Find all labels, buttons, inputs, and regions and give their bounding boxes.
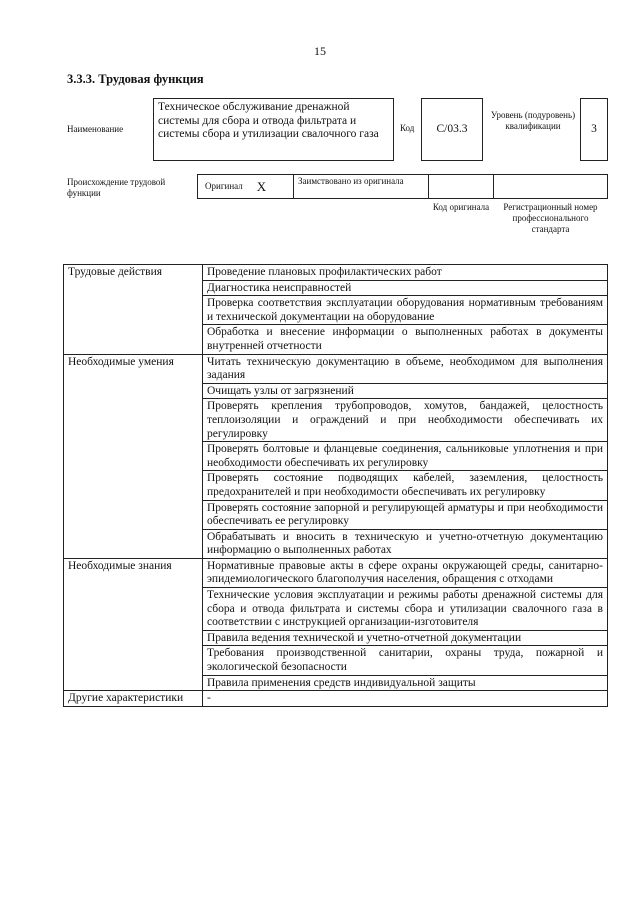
level-box bbox=[580, 98, 608, 161]
item-cell: Проверять состояние запорной и регулирующей арматуры и при необходимости обеспечивать ее регулировку bbox=[203, 500, 608, 529]
item-cell: Технические условия эксплуатации и режимы работы дренажной системы для сбора и отвода фильтрата и системы сбора и утилизации свалочного газа в соответствии с инструкцией организации-изготовителя bbox=[203, 588, 608, 631]
code-value: C/03.3 bbox=[436, 122, 468, 135]
original-mark: X bbox=[256, 179, 267, 194]
item-cell: Читать техническую документацию в объеме, необходимом для выполнения задания bbox=[203, 354, 608, 383]
category-cell: Необходимые знания bbox=[64, 558, 203, 690]
section-title: 3.3.3. Трудовая функция bbox=[67, 72, 204, 86]
item-cell: Проведение плановых профилактических работ bbox=[203, 265, 608, 281]
item-cell: Проверять крепления трубопроводов, хомутов, бандажей, целостность теплоизоляции и ограждений и при необходимости обеспечивать их регулировку bbox=[203, 399, 608, 442]
category-cell: Трудовые действия bbox=[64, 265, 203, 355]
item-cell: Обработка и внесение информации о выполненных работах в документы внутренней отчетности bbox=[203, 325, 608, 354]
table-row bbox=[64, 265, 608, 281]
original-code-cell bbox=[428, 174, 494, 199]
table-row bbox=[64, 558, 608, 587]
page-number: 15 bbox=[314, 44, 326, 58]
level-value: 3 bbox=[591, 122, 597, 135]
original-cell bbox=[197, 174, 294, 199]
category-cell: Другие характеристики bbox=[64, 691, 203, 707]
item-cell: Проверять состояние подводящих кабелей, заземления, целостность предохранителей и при необходимости обеспечивать их регулировку bbox=[203, 471, 608, 500]
function-details-table bbox=[63, 264, 608, 707]
category-cell: Необходимые умения bbox=[64, 354, 203, 558]
function-name-box bbox=[153, 98, 394, 161]
item-cell: Правила ведения технической и учетно-отчетной документации bbox=[203, 630, 608, 646]
item-cell: - bbox=[203, 691, 608, 707]
code-box bbox=[421, 98, 483, 161]
item-cell: Требования производственной санитарии, охраны труда, пожарной и экологической безопасности bbox=[203, 646, 608, 675]
item-cell: Обрабатывать и вносить в техническую и учетно-отчетную документацию информацию о выполненных работах bbox=[203, 529, 608, 558]
function-name-value: Техническое обслуживание дренажной системы для сбора и отвода фильтрата и системы сбора и утилизации свалочного газа bbox=[158, 101, 379, 140]
item-cell: Проверять болтовые и фланцевые соединения, сальниковые уплотнения и при необходимости обеспечивать их регулировку bbox=[203, 442, 608, 471]
item-cell: Нормативные правовые акты в сфере охраны окружающей среды, санитарно-эпидемиологического благополучия населения, обращения с отходами bbox=[203, 558, 608, 587]
registration-number-cell bbox=[493, 174, 608, 199]
table-row bbox=[64, 691, 608, 707]
table-row bbox=[64, 354, 608, 383]
borrowed-label: Заимствовано из оригинала bbox=[298, 176, 404, 186]
code-label: Код bbox=[400, 123, 415, 133]
name-label: Наименование bbox=[67, 124, 124, 134]
item-cell: Правила применения средств индивидуальной защиты bbox=[203, 675, 608, 691]
origin-label: Происхождение трудовой функции bbox=[67, 177, 166, 198]
item-cell: Проверка соответствия эксплуатации оборудования нормативным требованиям и технической документации на оборудование bbox=[203, 296, 608, 325]
registration-number-caption: Регистрационный номер профессионального стандарта bbox=[503, 202, 598, 234]
level-label: Уровень (подуровень) квалификации bbox=[490, 110, 576, 131]
original-code-caption: Код оригинала bbox=[432, 202, 490, 212]
original-label: Оригинал bbox=[205, 181, 243, 191]
item-cell: Очищать узлы от загрязнений bbox=[203, 383, 608, 399]
item-cell: Диагностика неисправностей bbox=[203, 280, 608, 296]
borrowed-cell bbox=[293, 174, 429, 199]
